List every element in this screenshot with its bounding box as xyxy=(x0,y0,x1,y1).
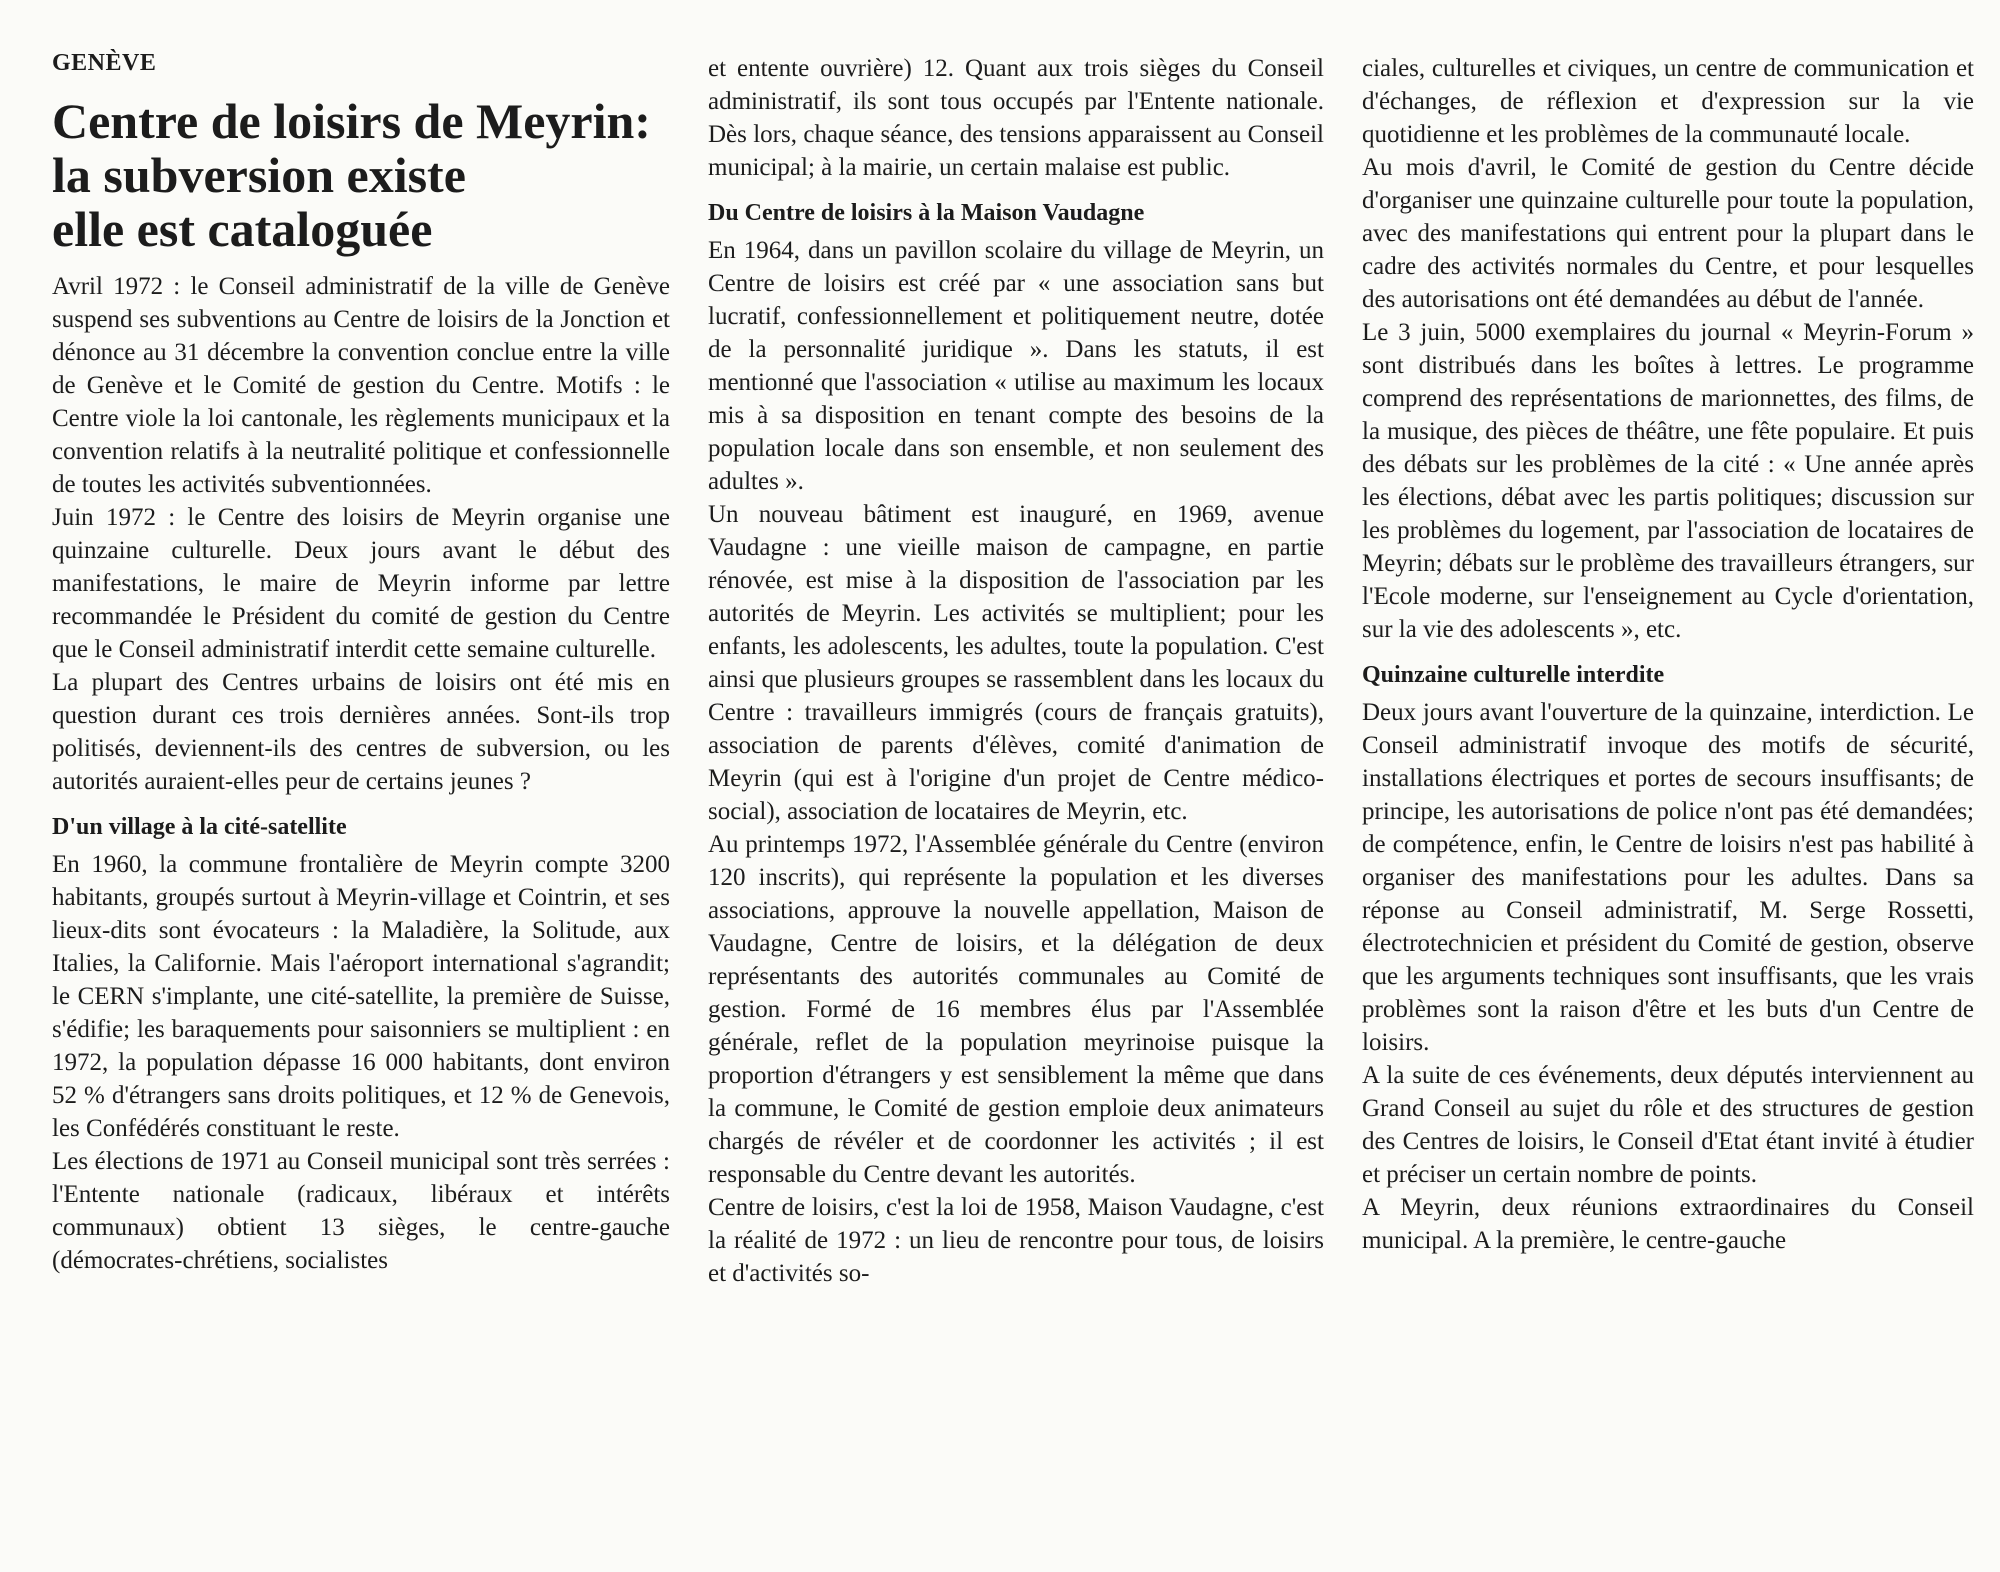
paragraph: ciales, culturelles et civiques, un centre de communication et d'échanges, de réflexion et d'expression sur la vie quotidienne et les problèmes de la communauté locale. xyxy=(1362,55,1974,148)
paragraph: Juin 1972 : le Centre des loisirs de Meyrin organise une quinzaine culturelle. Deux jours avant le début des manifestations, le maire de Meyrin informe par lettre recommandée le Président du comité de gestion du Centre que le Conseil administratif interdit cette semaine culturelle. xyxy=(52,504,670,663)
section-heading: Quinzaine culturelle interdite xyxy=(1362,662,1665,688)
paragraph: Au printemps 1972, l'Assemblée générale du Centre (environ 120 inscrits), qui représente la population et les diverses associations, approuve la nouvelle appellation, Maison de Vaudagne, Centre de loisirs, et la délégation de deux représentants des autorités communales au Comité de gestion. Formé de 16 membres élus par l'Assemblée générale, reflet de la population meyrinoise puisque la proportion d'étrangers y est sensiblement la même que dans la commune, le Comité de gestion emploie deux animateurs chargés de révéler et de coordonner les activités ; il est responsable du Centre devant les autorités. xyxy=(708,831,1324,1188)
headline-line: Centre de loisirs de Meyrin: xyxy=(52,93,651,149)
headline-line: elle est cataloguée xyxy=(52,201,433,257)
paragraph: et entente ouvrière) 12. Quant aux trois sièges du Conseil administratif, ils sont tous occupés par l'Entente nationale. Dès lors, chaque séance, des tensions apparaissent au Conseil municipal; à la mairie, un certain malaise est public. xyxy=(708,55,1324,181)
headline-line: la subversion existe xyxy=(52,147,466,203)
paragraph: Les élections de 1971 au Conseil municipal sont très serrées : l'Entente nationale (radicaux, libéraux et intérêts communaux) obtient 13 sièges, le centre-gauche (démocrates-chrétiens, socialistes xyxy=(52,1148,670,1274)
paragraph: Deux jours avant l'ouverture de la quinzaine, interdiction. Le Conseil administratif invoque des motifs de sécurité, installations électriques et portes de secours insuffisants; de principe, les autorisations de police n'ont pas été demandées; de compétence, enfin, le Centre de loisirs n'est pas habilité à organiser des manifestations pour les adultes. Dans sa réponse au Conseil administratif, M. Serge Rossetti, électrotechnicien et président du Comité de gestion, observe que les arguments techniques sont insuffisants, que les vrais problèmes sont la raison d'être et les buts d'un Centre de loisirs. xyxy=(1362,699,1974,1056)
column-2 xyxy=(708,52,1324,1290)
column-1 xyxy=(52,48,670,1277)
section-heading: D'un village à la cité-satellite xyxy=(52,814,347,840)
paragraph: Avril 1972 : le Conseil administratif de la ville de Genève suspend ses subventions au Centre de loisirs de la Jonction et dénonce au 31 décembre la convention conclue entre la ville de Genève et le Comité de gestion du Centre. Motifs : le Centre viole la loi cantonale, les règlements municipaux et la convention relatifs à la neutralité politique et confessionnelle de toutes les activités subventionnées. xyxy=(52,273,670,498)
paragraph: En 1960, la commune frontalière de Meyrin compte 3200 habitants, groupés surtout à Meyrin-village et Cointrin, et ses lieux-dits sont évocateurs : la Maladière, la Solitude, aux Italies, la Californie. Mais l'aéroport international s'agrandit; le CERN s'implante, une cité-satellite, la première de Suisse, s'édifie; les baraquements pour saisonniers se multiplient : en 1972, la population dépasse 16 000 habitants, dont environ 52 % d'étrangers sans droits politiques, et 12 % de Genevois, les Confédérés constituant le reste. xyxy=(52,851,670,1142)
paragraph: Centre de loisirs, c'est la loi de 1958, Maison Vaudagne, c'est la réalité de 1972 : un lieu de rencontre pour tous, de loisirs et d'activités so- xyxy=(708,1194,1324,1287)
paragraph: Au mois d'avril, le Comité de gestion du Centre décide d'organiser une quinzaine culturelle pour toute la population, avec des manifestations qui entrent pour la plupart dans le cadre des activités normales du Centre, et pour lesquelles des autorisations ont été demandées au début de l'année. xyxy=(1362,154,1974,313)
section-heading: Du Centre de loisirs à la Maison Vaudagne xyxy=(708,200,1145,226)
paragraph: La plupart des Centres urbains de loisirs ont été mis en question durant ces trois dernières années. Sont-ils trop politisés, deviennent-ils des centres de subversion, ou les autorités auraient-elles peur de certains jeunes ? xyxy=(52,669,670,795)
kicker: GENÈVE xyxy=(52,50,157,76)
headline xyxy=(52,94,670,256)
paragraph: En 1964, dans un pavillon scolaire du village de Meyrin, un Centre de loisirs est créé par « une association sans but lucratif, confessionnellement et politiquement neutre, dotée de la personnalité juridique ». Dans les statuts, il est mentionné que l'association « utilise au maximum les locaux mis à sa disposition en tenant compte des besoins de la population locale dans son ensemble, et non seulement des adultes ». xyxy=(708,237,1324,495)
paragraph: Le 3 juin, 5000 exemplaires du journal « Meyrin-Forum » sont distribués dans les boîtes à lettres. Le programme comprend des représentations de marionnettes, des films, de la musique, des pièces de théâtre, une fête populaire. Et puis des débats sur les problèmes de la cité : « Une année après les élections, débat avec les partis politiques; discussion sur les problèmes du logement, par l'association de locataires de Meyrin; débats sur le problème des travailleurs étrangers, sur l'Ecole moderne, sur l'enseignement au Cycle d'orientation, sur la vie des adolescents », etc. xyxy=(1362,319,1974,643)
paragraph: Un nouveau bâtiment est inauguré, en 1969, avenue Vaudagne : une vieille maison de campagne, en partie rénovée, est mise à la disposition de l'association par les autorités de Meyrin. Les activités se multiplient; pour les enfants, les adolescents, les adultes, toute la population. C'est ainsi que plusieurs groupes se rassemblent dans les locaux du Centre : travailleurs immigrés (cours de français gratuits), association de parents d'élèves, comité d'animation de Meyrin (qui est à l'origine d'un projet de Centre médico-social), association de locataires de Meyrin, etc. xyxy=(708,501,1324,825)
paragraph: A la suite de ces événements, deux députés interviennent au Grand Conseil au sujet du rôle et des structures de gestion des Centres de loisirs, le Conseil d'Etat étant invité à étudier et préciser un certain nombre de points. xyxy=(1362,1062,1974,1188)
column-3 xyxy=(1362,52,1974,1257)
paragraph: A Meyrin, deux réunions extraordinaires du Conseil municipal. A la première, le centre-gauche xyxy=(1362,1194,1974,1254)
